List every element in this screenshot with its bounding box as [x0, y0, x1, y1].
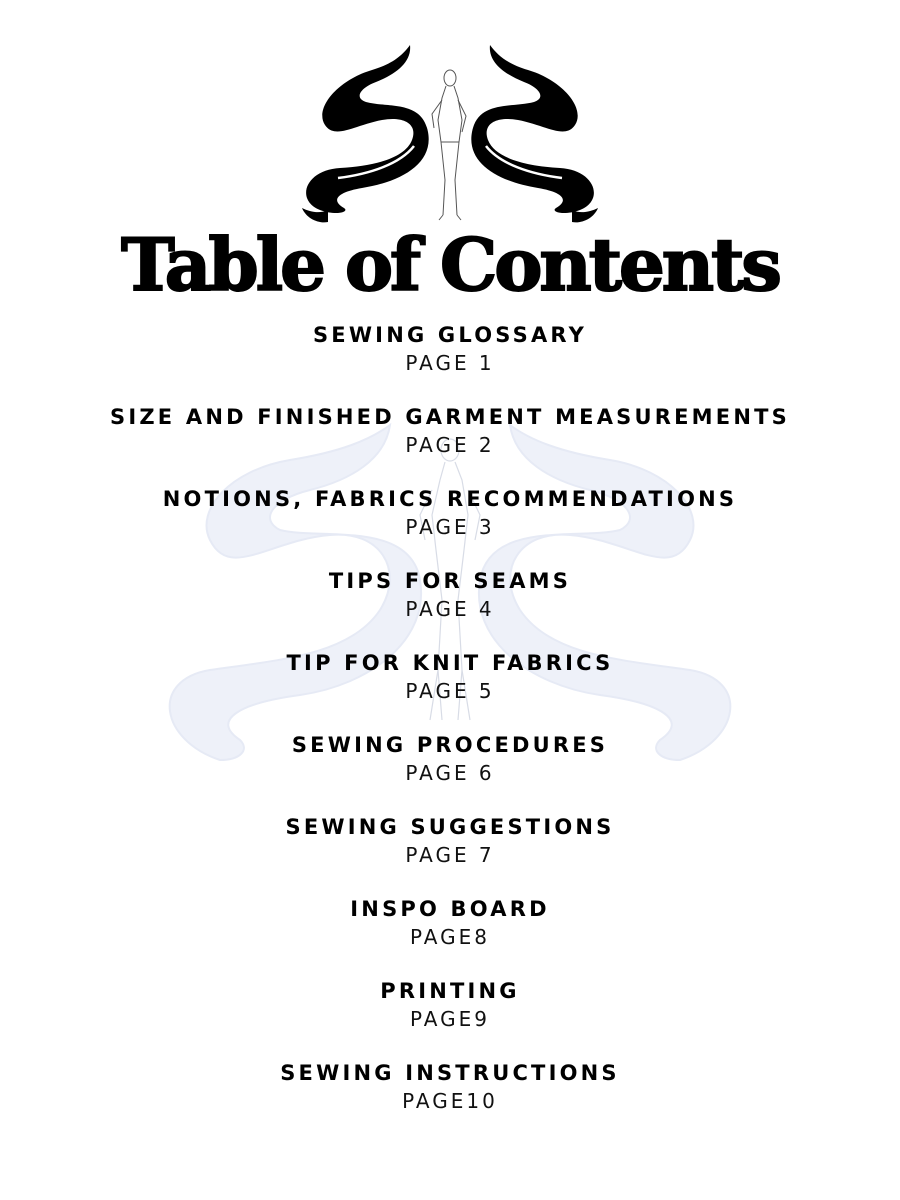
page-title: Table of Contents [121, 222, 779, 307]
toc-entry-heading: SEWING PROCEDURES [291, 733, 609, 757]
toc-entry-page: PAGE 5 [405, 679, 495, 703]
toc-entry [0, 812, 900, 868]
toc-entry-page: PAGE 4 [405, 597, 495, 621]
toc-entry-heading: PRINTING [380, 979, 520, 1003]
toc-entry-page: PAGE 1 [405, 351, 495, 375]
toc-entry-heading: TIPS FOR SEAMS [328, 569, 572, 593]
toc-entry-page: PAGE10 [402, 1089, 498, 1113]
toc-entry [0, 566, 900, 622]
toc-entry-page: PAGE 3 [405, 515, 495, 539]
toc-entry [0, 894, 900, 950]
toc-entry-heading: SEWING GLOSSARY [312, 323, 588, 347]
toc-entry [0, 484, 900, 540]
toc-entry-heading: NOTIONS, FABRICS RECOMMENDATIONS [162, 487, 738, 511]
toc-entry-page: PAGE 6 [405, 761, 495, 785]
toc-entry-page: PAGE8 [410, 925, 490, 949]
toc-entry-heading: TIP FOR KNIT FABRICS [286, 651, 614, 675]
ss-monogram-with-fashion-figure-icon [300, 40, 600, 230]
toc-entry [0, 730, 900, 786]
toc-entry-heading: SEWING SUGGESTIONS [285, 815, 615, 839]
toc-entry-page: PAGE 2 [405, 433, 495, 457]
toc-entry-heading: INSPO BOARD [350, 897, 550, 921]
toc-entry [0, 402, 900, 458]
toc-entry [0, 1058, 900, 1114]
toc-entry-page: PAGE 7 [405, 843, 495, 867]
toc-entry-page: PAGE9 [410, 1007, 490, 1031]
toc-entry [0, 976, 900, 1032]
toc-entry-heading: SIZE AND FINISHED GARMENT MEASUREMENTS [110, 405, 790, 429]
toc-entry [0, 320, 900, 376]
toc-entry-heading: SEWING INSTRUCTIONS [280, 1061, 620, 1085]
toc-entry [0, 648, 900, 704]
